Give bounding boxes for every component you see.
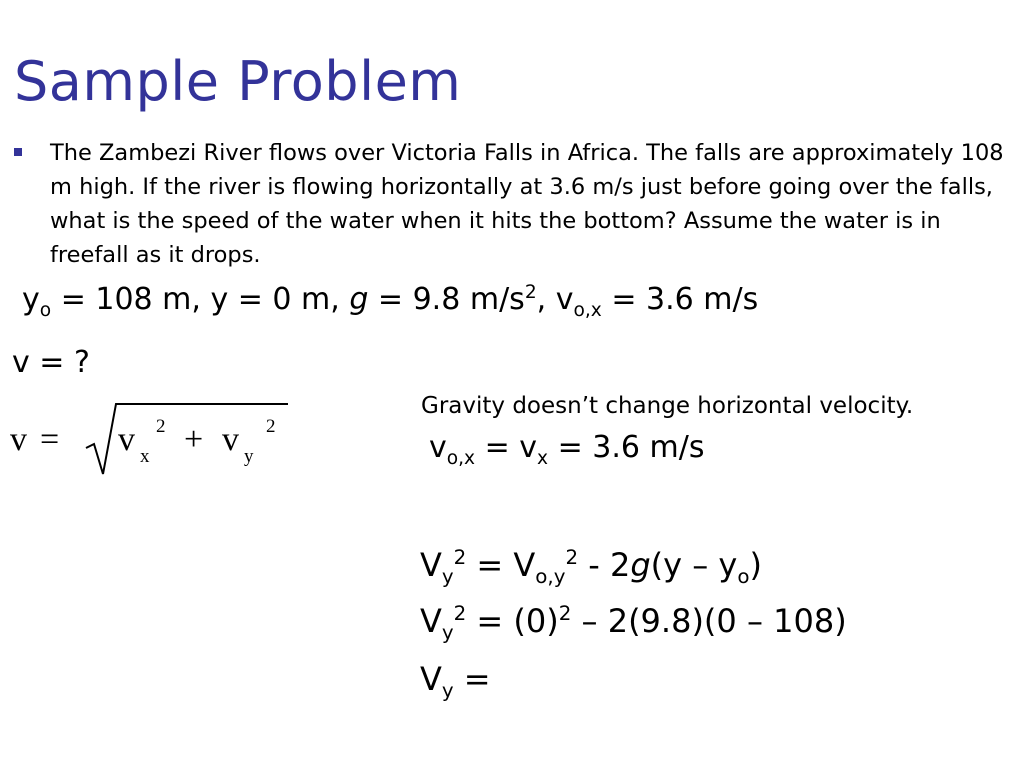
vx-eq-middle: = v — [475, 430, 538, 465]
y0-value: = 108 m, y = 0 m, — [51, 282, 350, 317]
formula-vy-subscript: y — [244, 446, 254, 467]
formula-lhs: v — [10, 421, 27, 458]
y0-subscript: o — [39, 299, 52, 321]
line1-exp: 2 — [453, 546, 467, 570]
line1-sub-oy: o,y — [535, 564, 566, 588]
g-symbol: g — [349, 282, 369, 317]
vx-eq-value: = 3.6 m/s — [548, 430, 705, 465]
line2-v: V — [420, 602, 442, 640]
vx-eq-symbol: v — [429, 430, 447, 465]
problem-statement: The Zambezi River flows over Victoria Falls in Africa. The falls are approximately 108 m high. If the river is flowing horizontally at 3.6 m/s just before going over the falls, what is the speed of the water when it hits the bottom? Assume the water is in freefall as it drops. — [50, 140, 1004, 268]
g-exponent: 2 — [524, 281, 537, 303]
line1-close: ) — [749, 546, 762, 584]
line1-paren: (y – y — [650, 546, 738, 584]
line2-rest: – 2(9.8)(0 – 108) — [571, 602, 847, 640]
line1-sub-y: y — [441, 564, 454, 588]
kinematic-equation — [420, 546, 762, 588]
speed-formula — [6, 398, 296, 482]
formula-equals: = — [40, 421, 60, 458]
gravity-note: Gravity doesn’t change horizontal velocity. — [421, 393, 914, 419]
horizontal-velocity-equation — [429, 430, 705, 469]
given-values — [22, 281, 759, 321]
slide-title: Sample Problem — [14, 50, 462, 113]
line2-eq: = (0) — [466, 602, 559, 640]
g-value: = 9.8 m/s — [368, 282, 525, 317]
line3-v: V — [420, 660, 442, 698]
separator: , — [536, 282, 556, 317]
vx-eq-sub-x: x — [537, 447, 549, 469]
formula-vy: v — [222, 421, 239, 458]
v0x-subscript: o,x — [573, 299, 602, 321]
substituted-equation — [420, 602, 847, 644]
line1-g: g — [630, 546, 651, 584]
formula-vy-exponent: 2 — [266, 416, 276, 437]
line1-mid: - 2 — [578, 546, 631, 584]
formula-vx-exponent: 2 — [156, 416, 166, 437]
bullet-square-icon — [14, 148, 22, 156]
line3-sub-y: y — [441, 678, 454, 702]
line2-exp2: 2 — [558, 602, 572, 626]
v0x-value: = 3.6 m/s — [601, 282, 759, 317]
line3-rest: = — [453, 660, 491, 698]
line1-exp2: 2 — [565, 546, 579, 570]
line1-v: V — [420, 546, 442, 584]
y0-symbol: y — [22, 282, 40, 317]
unknown-variable: v = ? — [12, 345, 90, 380]
line1-sub-o: o — [737, 564, 750, 588]
formula-vx: v — [118, 421, 135, 458]
result-equation — [420, 660, 491, 702]
line2-exp: 2 — [453, 602, 467, 626]
vx-eq-sub-ox: o,x — [446, 447, 476, 469]
formula-plus: + — [184, 421, 204, 458]
line1-eq: = V — [466, 546, 536, 584]
v0x-symbol: v — [555, 282, 574, 317]
line2-sub-y: y — [441, 620, 454, 644]
formula-vx-subscript: x — [140, 446, 150, 467]
